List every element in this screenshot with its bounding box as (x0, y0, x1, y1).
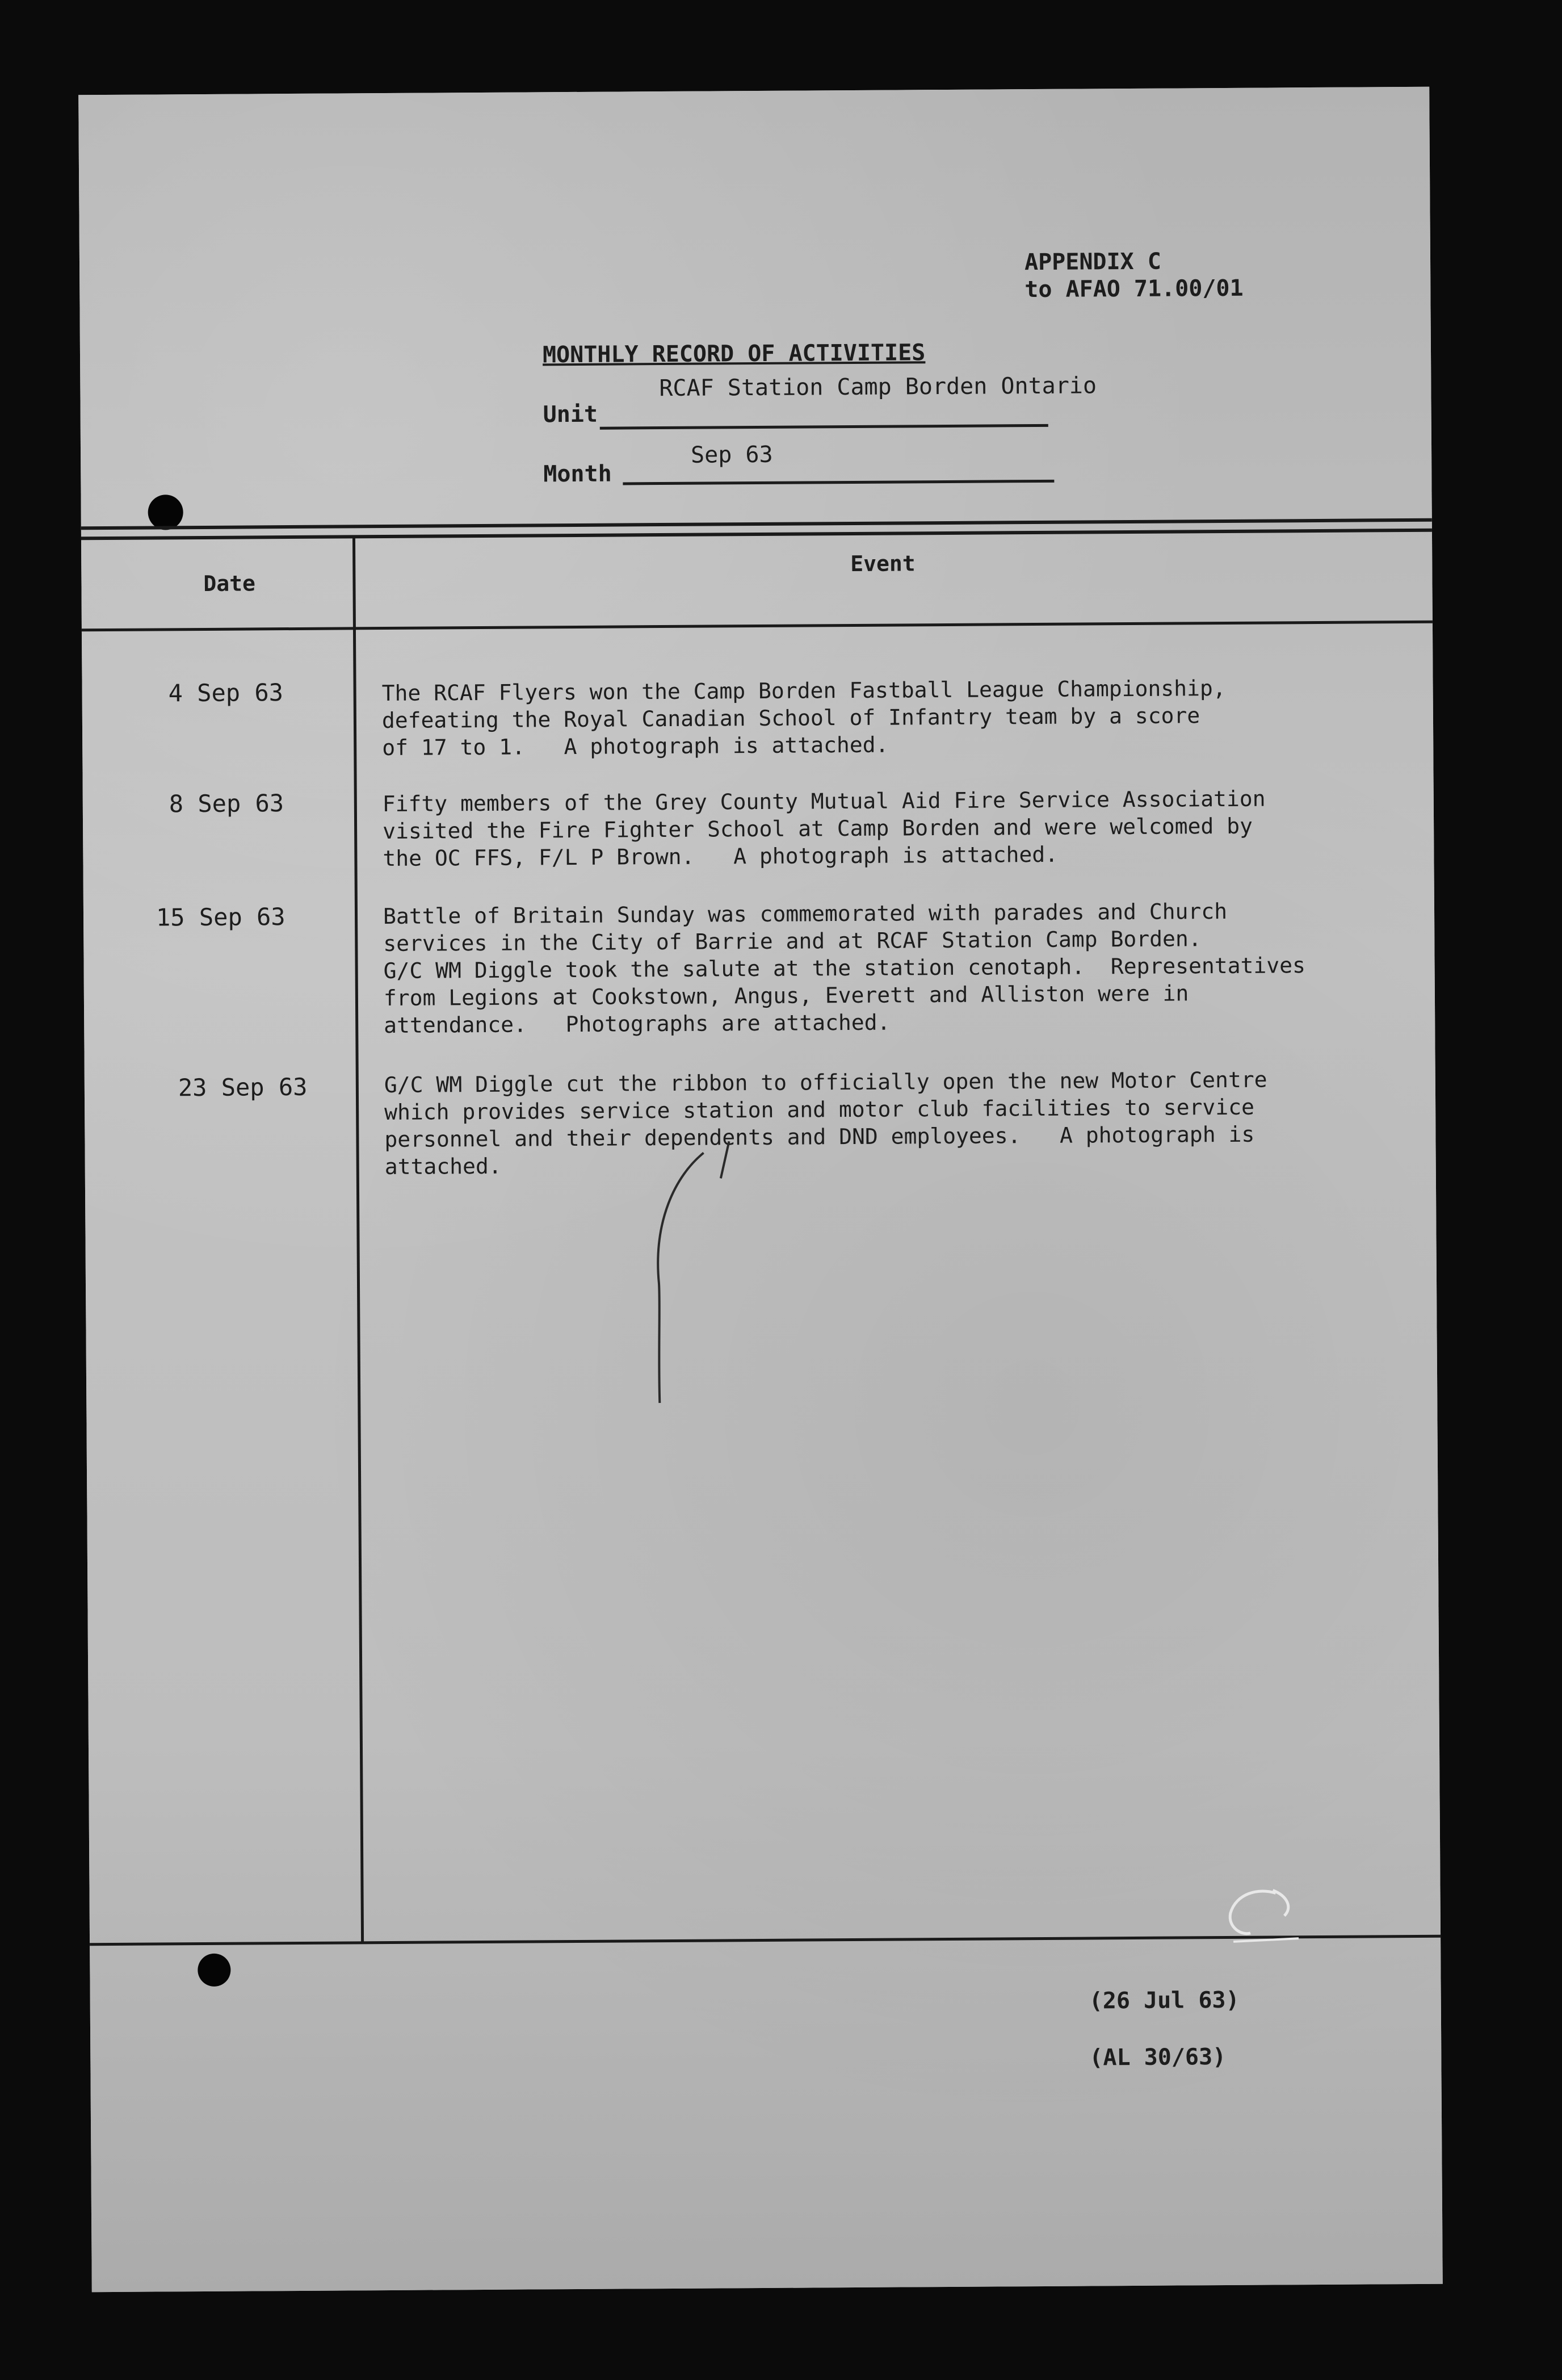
column-header-event: Event (850, 551, 916, 577)
event-line: services in the City of Barrie and at RCAF Station Camp Borden. (383, 926, 1202, 957)
event-line: Fifty members of the Grey County Mutual Aid Fire Service Association (382, 786, 1266, 817)
pen-stroke-mark (624, 1135, 773, 1409)
unit-label: Unit (543, 401, 598, 428)
event-line: of 17 to 1. A photograph is attached. (382, 732, 889, 761)
form-title: MONTHLY RECORD OF ACTIVITIES (542, 340, 926, 368)
event-line: the OC FFS, F/L P Brown. A photograph is attached. (383, 841, 1059, 871)
row-date: 23 Sep 63 (178, 1072, 308, 1102)
month-value: Sep 63 (690, 441, 773, 468)
event-line: from Legions at Cookstown, Angus, Everett and Alliston were in (383, 981, 1189, 1011)
appendix-reference: to AFAO 71.00/01 (1024, 275, 1244, 303)
event-line: G/C WM Diggle cut the ribbon to officially open the new Motor Centre (384, 1067, 1267, 1098)
event-line: which provides service station and motor club facilities to service (384, 1094, 1255, 1125)
event-line: attached. (384, 1153, 502, 1180)
appendix-title: APPENDIX C (1024, 248, 1161, 276)
event-line: attendance. Photographs are attached. (384, 1009, 891, 1038)
column-header-date: Date (203, 571, 256, 596)
event-line: G/C WM Diggle took the salute at the station cenotaph. Representatives (383, 953, 1306, 984)
table-top-rule-second (81, 529, 1432, 540)
table-column-divider (352, 536, 364, 1943)
row-date: 8 Sep 63 (169, 789, 284, 818)
unit-value: RCAF Station Camp Borden Ontario (659, 372, 1097, 402)
event-line: Battle of Britain Sunday was commemorated with parades and Church (383, 898, 1228, 929)
handwritten-initial-mark (1207, 1882, 1304, 1956)
punch-hole-bottom (198, 1954, 230, 1987)
document-page (78, 87, 1443, 2292)
month-underline (623, 480, 1054, 485)
row-date: 15 Sep 63 (156, 903, 285, 932)
event-line: defeating the Royal Canadian School of Infantry team by a score (381, 703, 1200, 734)
month-label: Month (543, 460, 612, 488)
row-date: 4 Sep 63 (168, 678, 284, 707)
event-line: personnel and their dependents and DND employees. A photograph is (384, 1121, 1255, 1153)
event-line: The RCAF Flyers won the Camp Borden Fastball League Championship, (381, 675, 1226, 706)
form-date: (26 Jul 63) (1089, 1987, 1240, 2014)
punch-hole-top (148, 495, 183, 530)
table-header-rule (82, 621, 1433, 632)
unit-underline (600, 424, 1048, 430)
event-line: visited the Fire Fighter School at Camp Borden and were welcomed by (382, 813, 1253, 844)
form-amendment: (AL 30/63) (1089, 2044, 1227, 2071)
table-top-rule (81, 518, 1432, 530)
